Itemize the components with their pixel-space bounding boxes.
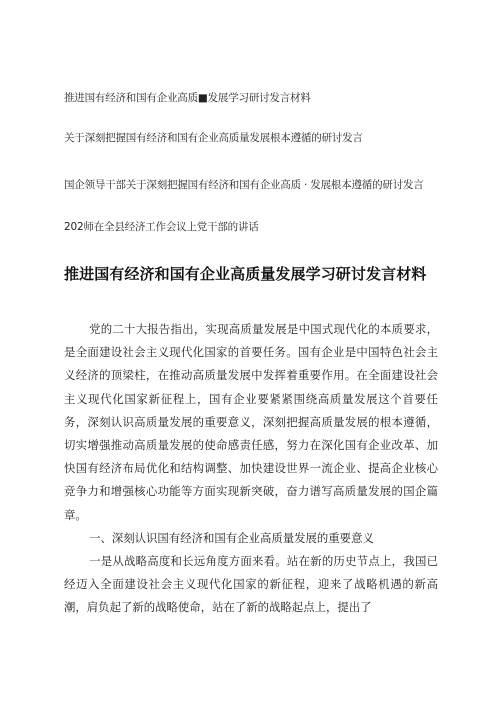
toc-item: 国企领导干部关于深刻把握国有经济和国有企业高质 · 发展根本遵循的研讨发言: [64, 179, 424, 191]
toc-item: 202师在全县经济工作会议上党干部的讲话: [64, 221, 259, 233]
document-body: [64, 318, 438, 620]
section-heading: 一、深刻认识国有经济和国有企业高质量发展的重要意义: [89, 530, 374, 545]
document-title: 推进国有经济和国有企业高质量发展学习研讨发言材料: [64, 265, 427, 283]
toc-item: 推进国有经济和国有企业高质■发展学习研讨发言材料: [64, 92, 311, 104]
toc-item: 关于深刻把握国有经济和国有企业高质量发展根本遵循的研讨发言: [64, 132, 363, 144]
body-paragraph: 党的二十大报告指出，实现高质量发展是中国式现代化的本质要求，是全面建设社会主义现代化国家的首要任务。国有企业是中国特色社会主义经济的顶梁柱，在推动高质量发展中发挥着重要作用。在全面建设社会主义现代化国家新征程上，国有企业要紧紧围绕高质量发展这个首要任务，深刻认识高质量发展的重要意义，深刻把握高质量发展的根本遵循，切实增强推动高质量发展的使命感责任感，努力在深化国有企业改革、加快国有经济布局优化和结构调整、加快建设世界一流企业、提高企业核心竞争力和增强核心功能等方面实现新突破，奋力谱写高质量发展的国企篇章。: [64, 322, 438, 522]
body-paragraph: 一是从战略高度和长远角度方面来看。站在新的历史节点上，我国已经迈入全面建设社会主义现代化国家的新征程，迎来了战略机遇的新高潮，肩负起了新的战略使命，站在了新的战略起点上，提出了: [64, 554, 438, 615]
